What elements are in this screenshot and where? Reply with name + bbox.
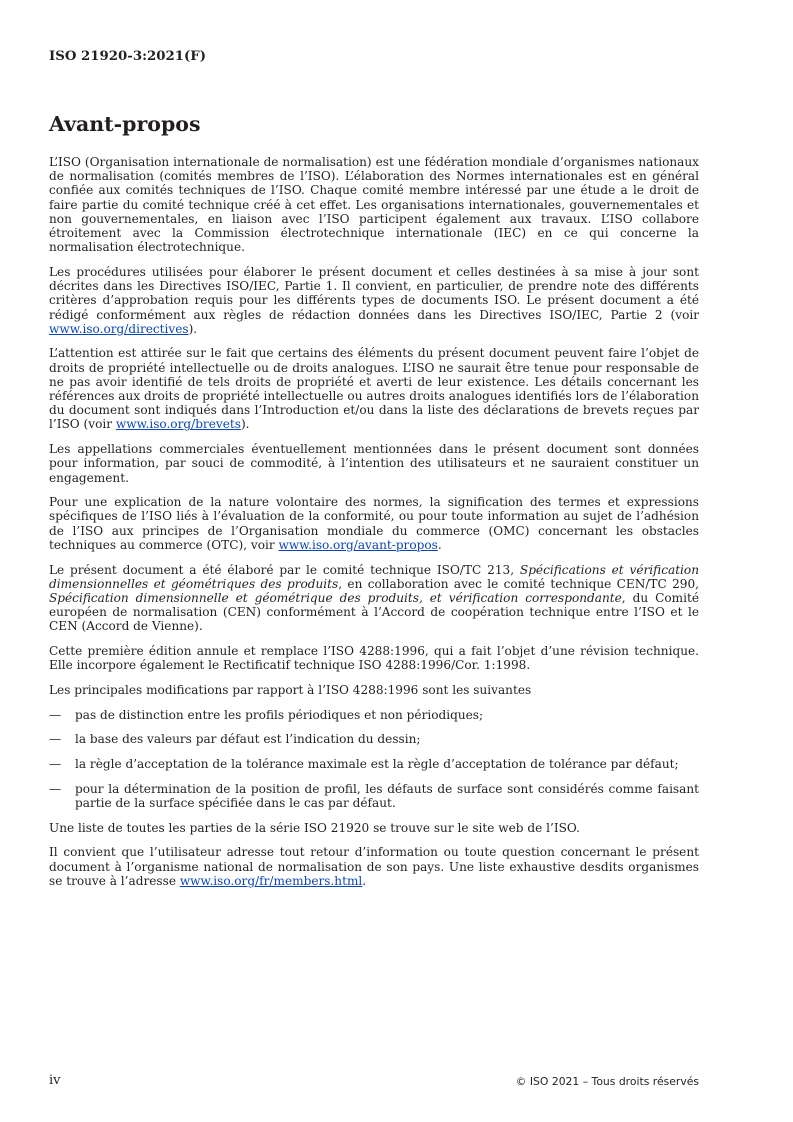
list-item (49, 732, 699, 746)
foreword-link[interactable]: www.iso.org/avant-propos (278, 537, 438, 552)
list-item (49, 757, 699, 771)
directives-link[interactable]: www.iso.org/directives (49, 321, 189, 336)
list-item-text: la règle d’acceptation de la tolérance maximale est la règle d’acceptation de tolérance par défaut; (75, 757, 679, 772)
list-item-text: pas de distinction entre les profils périodiques et non périodiques; (75, 707, 484, 722)
list-dash: — (49, 707, 62, 722)
page-title: Avant-propos (49, 112, 201, 136)
paragraph-text-end: . (437, 537, 442, 552)
paragraph-feedback (49, 845, 699, 888)
list-dash: — (49, 781, 62, 796)
paragraph-text: , en collaboration avec le comité technique CEN/TC 290, (338, 576, 699, 591)
list-item-text: la base des valeurs par défaut est l’indication du dessin; (75, 732, 421, 747)
paragraph-committee (49, 563, 699, 634)
paragraph-series-parts: Une liste de toutes les parties de la série ISO 21920 se trouve sur le site web de l’ISO. (49, 820, 580, 835)
paragraph-procedures (49, 265, 699, 336)
paragraph-iso-intro: L’ISO (Organisation internationale de normalisation) est une fédération mondiale d’organismes nationaux de normalisation (comités membres de l’ISO). L’élaboration des Normes internationales est en général confiée aux comités techniques de l’ISO. Chaque comité membre intéressé par une étude a le droit de faire partie du comité technique créé à cet effet. Les organisations internationales, gouvernementales et non gouvernementales, en liaison avec l’ISO participent également aux travaux. L’ISO collabore étroitement avec la Commission électrotechnique internationale (IEC) en ce qui concerne la normalisation électrotechnique. (49, 155, 699, 255)
document-id: ISO 21920-3:2021(F) (49, 49, 207, 64)
copyright-notice: © ISO 2021 – Tous droits réservés (515, 1075, 699, 1088)
cen-committee-title-italic: Spécification dimensionnelle et géométrique des produits, et vérification correspondante (49, 590, 622, 605)
paragraph-text-end: . (362, 873, 367, 888)
paragraph-text: Il convient que l’utilisateur adresse tout retour d’information ou toute question concernant le présent document à l’organisme national de normalisation de son pays. Une liste exhaustive desdits organismes se trouve à l’adresse (49, 845, 699, 888)
list-dash: — (49, 732, 62, 747)
paragraph-voluntary-nature (49, 495, 699, 552)
paragraph-text-end: ). (240, 417, 250, 432)
foreword-body (49, 155, 699, 899)
list-item (49, 708, 699, 722)
paragraph-text: L’attention est attirée sur le fait que certains des éléments du présent document peuvent faire l’objet de droits de propriété intellectuelle ou de droits analogues. L’ISO ne saurait être tenue pour responsable de ne pas avoir identifié de tels droits de propriété et averti de leur existence. Les détails concernant les références aux droits de propriété intellectuelle ou autres droits analogues identifiés lors de l’élaboration du document sont indiqués dans l’Introduction et/ou dans la liste des déclarations de brevets reçues par l’ISO (voir (49, 346, 699, 432)
list-item-text: pour la détermination de la position de profil, les défauts de surface sont considérés comme faisant partie de la surface spécifiée dans le cas par défaut. (75, 781, 699, 811)
paragraph-trade-names: Les appellations commerciales éventuellement mentionnées dans le présent document sont données pour information, par souci de commodité, à l’intention des utilisateurs et ne sauraient constituer un engagement. (49, 442, 699, 485)
members-link[interactable]: www.iso.org/fr/members.html (179, 873, 363, 888)
list-dash: — (49, 757, 62, 772)
page-number: iv (49, 1073, 61, 1088)
paragraph-patents (49, 346, 699, 431)
paragraph-text: Le présent document a été élaboré par le comité technique ISO/TC 213, (49, 562, 520, 577)
paragraph-text: , du Comité européen de normalisation (CEN) conformément à l’Accord de coopération technique entre l’ISO et le CEN (Accord de Vienne). (49, 590, 699, 634)
committee-title-italic: Spécifications et vérification dimensionnelles et géométriques des produits (49, 562, 699, 591)
paragraph-edition: Cette première édition annule et remplace l’ISO 4288:1996, qui a fait l’objet d’une révision technique. Elle incorpore également le Rectificatif technique ISO 4288:1996/Cor. 1:1998. (49, 644, 699, 673)
paragraph-changes-intro: Les principales modifications par rapport à l’ISO 4288:1996 sont les suivantes (49, 683, 532, 697)
paragraph-text-end: ). (188, 321, 198, 336)
paragraph-text: Pour une explication de la nature volontaire des normes, la signification des termes et expressions spécifiques de l’ISO liés à l’évaluation de la conformité, ou pour toute information au sujet de l’adhésion de l’ISO aux principes de l’Organisation mondiale du commerce (OMC) concernant les obstacles techniques au commerce (OTC), voir (49, 495, 699, 552)
patents-link[interactable]: www.iso.org/brevets (115, 417, 241, 432)
list-item (49, 782, 699, 810)
paragraph-text: Les procédures utilisées pour élaborer le présent document et celles destinées à sa mise à jour sont décrites dans les Directives ISO/IEC, Partie 1. Il convient, en particulier, de prendre note des différents critères d’approbation requis pour les différents types de documents ISO. Le présent document a été rédigé conformément aux règles de rédaction données dans les Directives ISO/IEC, Partie 2 (voir (49, 264, 699, 322)
